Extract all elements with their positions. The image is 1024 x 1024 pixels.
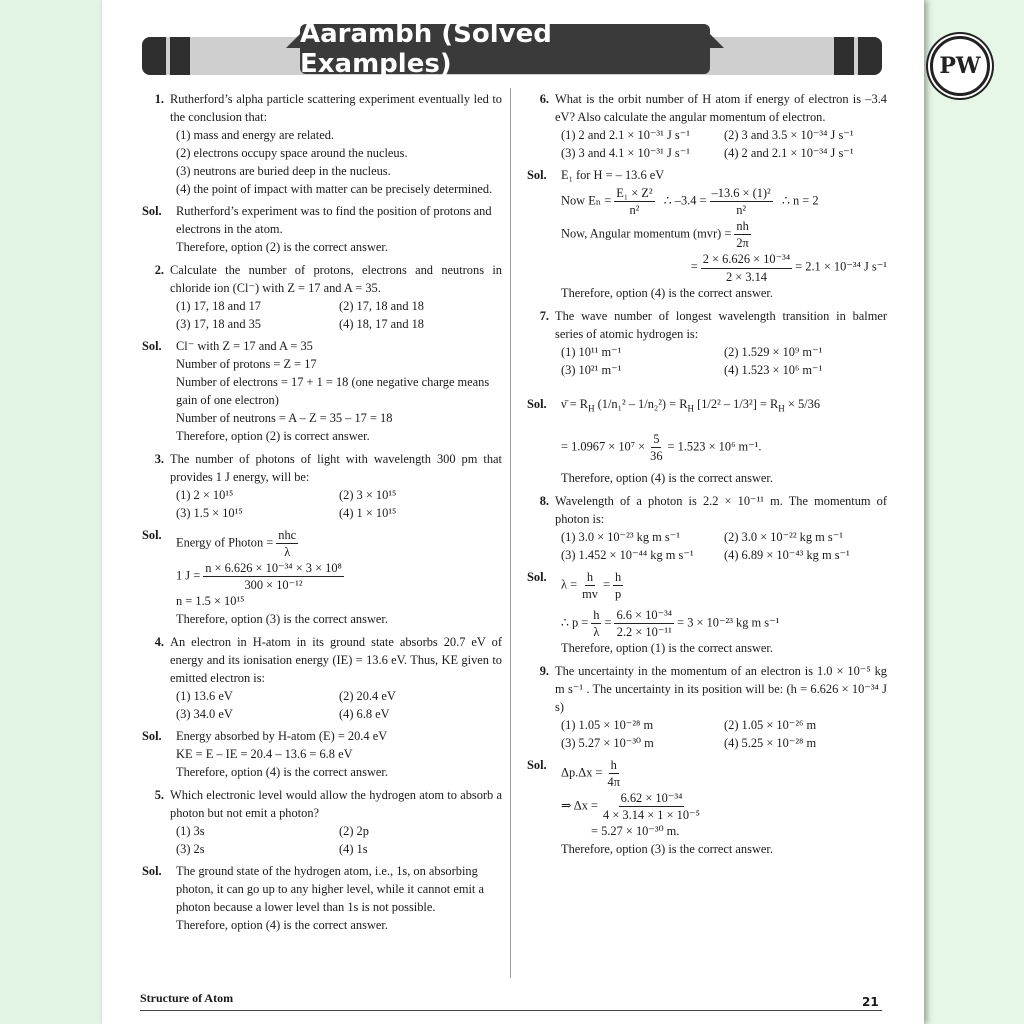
left-column — [142, 86, 502, 935]
denominator: 4π — [607, 774, 620, 789]
question-number: 8. — [539, 494, 549, 509]
option: (2) 3.0 × 10⁻²² kg m s⁻¹ — [724, 530, 843, 545]
question-text: The uncertainty in the momentum of an electron is 1.0 × 10⁻⁵ kg m s⁻¹ . The uncertainty in its position will be: (h = 6.626 × 10⁻³⁴ J s) — [555, 663, 887, 714]
equation-text: (1/n₁² – 1/n₂²) = R — [597, 396, 688, 411]
question-number: 3. — [154, 451, 164, 466]
logo-text: PW — [939, 53, 981, 79]
question-text: Wavelength of a photon is 2.2 × 10⁻¹¹ m. The momentum of photon is: — [555, 494, 887, 527]
page-title: Aarambh (Solved Examples) — [300, 19, 552, 79]
solution-5 — [142, 863, 502, 935]
solution-line: Energy absorbed by H-atom (E) = 20.4 eV — [176, 729, 388, 744]
equation-text: λ = — [561, 577, 578, 592]
solution-line: Therefore, option (2) is correct answer. — [176, 428, 370, 443]
option: (4) the point of impact with matter can be precisely determined. — [176, 181, 493, 196]
background-left — [0, 0, 102, 1024]
solution-4 — [142, 728, 502, 782]
equation-text: Now Eₙ = — [561, 193, 612, 208]
denominator: 4 × 3.14 × 1 × 10⁻⁵ — [603, 808, 700, 823]
background-right — [924, 0, 1024, 1024]
numerator: 5 — [651, 431, 661, 448]
options-grid — [561, 344, 887, 380]
options-grid — [176, 688, 502, 724]
option: (1) 3s — [176, 823, 205, 838]
header-bar-stripe-left — [170, 37, 190, 75]
solution-line — [561, 218, 887, 251]
fraction — [710, 185, 773, 218]
option: (3) 34.0 eV — [176, 707, 233, 722]
solution-line — [561, 607, 887, 640]
options-grid — [561, 127, 887, 163]
equation-text: = — [604, 615, 612, 629]
fraction — [614, 185, 654, 218]
solution-6 — [527, 167, 887, 303]
solution-line: n = 1.5 × 10¹⁵ — [176, 594, 245, 609]
denominator: 36 — [650, 449, 663, 464]
question-2 — [142, 262, 502, 298]
document-page — [102, 0, 924, 1024]
fraction — [203, 560, 344, 593]
footer-rule — [140, 1010, 882, 1011]
options-grid — [176, 298, 502, 334]
header-bar-cap-right — [858, 37, 882, 75]
denominator: λ — [284, 544, 291, 559]
solution-1 — [142, 203, 502, 257]
solution-3 — [142, 527, 502, 629]
fraction — [580, 569, 600, 602]
option: (1) 1.05 × 10⁻²⁸ m — [561, 717, 654, 732]
denominator: 300 × 10⁻¹² — [244, 578, 303, 593]
option: (3) 2s — [176, 841, 205, 856]
fraction — [701, 251, 792, 284]
numerator: nh — [734, 218, 750, 235]
numerator: h — [609, 757, 619, 774]
header-bar-cap-left — [142, 37, 166, 75]
numerator: h — [585, 569, 595, 586]
option: (4) 6.8 eV — [339, 707, 390, 722]
option: (1) mass and energy are related. — [176, 127, 335, 142]
option: (4) 6.89 × 10⁻⁴³ kg m s⁻¹ — [724, 548, 850, 563]
option: (4) 1 × 10¹⁵ — [339, 505, 397, 520]
fraction — [276, 527, 298, 560]
solution-line: Therefore, option (4) is the correct answer. — [176, 917, 388, 932]
solution-label: Sol. — [142, 338, 162, 353]
question-text: Calculate the number of protons, electrons and neutrons in chloride ion (Cl⁻) with Z = 17 and A = 35. — [170, 262, 502, 295]
footer-chapter: Structure of Atom — [140, 991, 234, 1005]
page-number: 21 — [862, 995, 879, 1009]
solution-line — [561, 431, 887, 464]
question-9 — [527, 663, 887, 717]
option: (1) 13.6 eV — [176, 689, 233, 704]
solution-line — [561, 569, 887, 602]
numerator: 6.6 × 10⁻³⁴ — [614, 607, 674, 624]
solution-line — [561, 757, 887, 790]
equation-text: ν̄ = R — [561, 396, 589, 411]
solution-line — [176, 560, 502, 593]
numerator: n × 6.626 × 10⁻³⁴ × 3 × 10⁸ — [203, 560, 344, 577]
fraction — [613, 569, 623, 602]
header-bar-stripe-right — [834, 37, 854, 75]
question-1 — [142, 91, 502, 127]
equation-text: = 2.1 × 10⁻³⁴ J s⁻¹ — [795, 259, 887, 274]
question-8 — [527, 493, 887, 529]
question-text: The number of photons of light with wavelength 300 pm that provides 1 J energy, will be: — [170, 451, 502, 484]
numerator: h — [613, 569, 623, 586]
fraction — [606, 757, 622, 790]
equation-text: Now, Angular momentum (mvr) = — [561, 226, 732, 241]
question-3 — [142, 451, 502, 487]
solution-line: Therefore, option (3) is the correct answer. — [561, 842, 773, 857]
solution-label: Sol. — [527, 570, 547, 585]
equation-text: ∴ p = — [561, 615, 589, 629]
question-number: 5. — [154, 787, 164, 802]
equation-text: = 1.0967 × 10⁷ × — [561, 439, 646, 454]
option: (3) 3 and 4.1 × 10⁻³¹ J s⁻¹ — [561, 145, 690, 160]
solution-line: Therefore, option (1) is the correct answer. — [561, 640, 773, 655]
question-number: 4. — [154, 635, 164, 650]
option: (3) neutrons are buried deep in the nucleus. — [176, 163, 391, 178]
option: (4) 1.523 × 10⁶ m⁻¹ — [724, 362, 823, 377]
question-number: 1. — [154, 92, 164, 106]
solution-9 — [527, 757, 887, 859]
options-grid — [561, 717, 887, 753]
numerator: –13.6 × (1)² — [710, 185, 773, 202]
option: (2) 17, 18 and 18 — [339, 298, 424, 313]
equation-text: [1/2² – 1/3²] = R — [697, 396, 779, 411]
option: (1) 2 and 2.1 × 10⁻³¹ J s⁻¹ — [561, 127, 690, 142]
right-column — [527, 86, 887, 859]
question-text: The wave number of longest wavelength transition in balmer series of atomic hydrogen is: — [555, 308, 887, 341]
solution-line: Rutherford’s experiment was to find the position of protons and electrons in the atom. — [176, 203, 492, 236]
numerator: h — [591, 607, 601, 624]
option: (2) 3 and 3.5 × 10⁻³⁴ J s⁻¹ — [724, 127, 854, 142]
options-grid — [561, 529, 887, 565]
solution-line: ν̄ = $R_H$ $(1/n_1^2 - 1/n_2^2) = R_H$ $[1/2^2 - 1/3^2] = R_H \times 5/36$ — [561, 396, 821, 414]
equation-text: Energy of Photon = — [176, 535, 274, 550]
solution-label: Sol. — [142, 863, 162, 878]
option: (1) 10¹¹ m⁻¹ — [561, 344, 622, 359]
equation-text: = 1.523 × 10⁶ m⁻¹. — [667, 439, 762, 454]
question-6 — [527, 91, 887, 127]
numerator: nhc — [276, 527, 298, 544]
fraction — [601, 790, 702, 823]
option: (4) 1s — [339, 841, 368, 856]
solution-line: Therefore, option (4) is the correct answer. — [176, 765, 388, 779]
denominator: 2π — [736, 236, 749, 251]
option: (1) 17, 18 and 17 — [176, 298, 261, 313]
fraction — [614, 607, 674, 640]
solution-line: Therefore, option (4) is the correct answer. — [561, 285, 773, 300]
question-number: 2. — [154, 262, 164, 277]
equation-text: = — [602, 577, 610, 592]
solution-line: Therefore, option (4) is the correct answer. — [561, 471, 773, 486]
option: (3) 1.452 × 10⁻⁴⁴ kg m s⁻¹ — [561, 548, 694, 563]
question-number: 9. — [539, 663, 549, 678]
equation-text: ⇒ Δx = — [561, 798, 599, 813]
option: (3) 1.5 × 10¹⁵ — [176, 505, 243, 520]
denominator: mv — [582, 587, 598, 602]
solution-8 — [527, 569, 887, 657]
numerator: 6.62 × 10⁻³⁴ — [619, 790, 685, 807]
fraction — [648, 431, 664, 464]
solution-label: Sol. — [527, 757, 547, 772]
question-number: 7. — [539, 308, 549, 323]
question-text: Which electronic level would allow the hydrogen atom to absorb a photon but not emit a photon? — [170, 787, 502, 820]
option: (1) 2 × 10¹⁵ — [176, 487, 234, 502]
equation-text: 1 J = — [176, 568, 201, 583]
fraction — [734, 218, 750, 251]
solution-line: = 5.27 × 10⁻³⁰ m. — [591, 824, 680, 839]
option: (2) 3 × 10¹⁵ — [339, 487, 397, 502]
question-4 — [142, 634, 502, 688]
solution-line: The ground state of the hydrogen atom, i.e., 1s, on absorbing photon, it can go up to any higher level, while it cannot emit a photon because a lower level than 1s is not possible. — [176, 863, 484, 914]
options-grid — [176, 823, 502, 859]
option: (3) 17, 18 and 35 — [176, 316, 261, 331]
question-text: An electron in H-atom in its ground state absorbs 20.7 eV of energy and its ionisation energy (IE) = 13.6 eV. Thus, KE given to emitted electron is: — [170, 635, 502, 686]
solution-line: Therefore, option (3) is the correct answer. — [176, 612, 388, 627]
question-text: Rutherford’s alpha particle scattering experiment eventually led to the conclusion that: — [170, 92, 502, 124]
solution-line: Cl⁻ with Z = 17 and A = 35 — [176, 338, 313, 353]
equation-text: = 3 × 10⁻²³ kg m s⁻¹ — [677, 615, 780, 629]
title-banner — [300, 19, 710, 79]
option: (2) 20.4 eV — [339, 689, 396, 704]
equation-text: = — [690, 259, 698, 274]
solution-label: Sol. — [527, 396, 547, 411]
option: (2) electrons occupy space around the nucleus. — [176, 145, 408, 160]
solution-label: Sol. — [142, 729, 162, 744]
solution-7 — [527, 396, 887, 489]
question-text: What is the orbit number of H atom if energy of electron is –3.4 eV? Also calculate the angular momentum of electron. — [555, 92, 887, 124]
option: (2) 1.529 × 10⁹ m⁻¹ — [724, 344, 823, 359]
solution-line: E₁ for H = – 13.6 eV — [561, 167, 665, 182]
options-grid — [176, 487, 502, 523]
equation-text: × 5/36 — [787, 396, 821, 411]
equation-text: Δp.Δx = — [561, 765, 603, 780]
equation-text: ∴ n = 2 — [781, 193, 819, 208]
column-divider — [510, 88, 511, 978]
denominator: n² — [629, 203, 640, 218]
equation-text: ∴ –3.4 = — [663, 193, 707, 208]
option: (4) 18, 17 and 18 — [339, 316, 424, 331]
solution-2 — [142, 338, 502, 446]
denominator: λ — [593, 624, 600, 639]
denominator: p — [614, 587, 622, 602]
solution-line — [561, 251, 887, 284]
solution-label: Sol. — [527, 167, 547, 182]
denominator: n² — [736, 203, 747, 218]
solution-line: Therefore, option (2) is the correct answer. — [176, 239, 388, 254]
solution-line — [561, 185, 887, 218]
denominator: 2 × 3.14 — [725, 269, 767, 284]
question-5 — [142, 787, 502, 823]
option: (2) 1.05 × 10⁻²⁶ m — [724, 717, 817, 732]
fraction — [591, 607, 601, 640]
solution-line: Number of protons = Z = 17 — [176, 356, 317, 371]
option: (2) 2p — [339, 823, 369, 838]
solution-label: Sol. — [142, 203, 162, 218]
solution-line: Number of neutrons = A – Z = 35 – 17 = 18 — [176, 410, 393, 425]
numerator: 2 × 6.626 × 10⁻³⁴ — [701, 251, 792, 268]
option: (3) 5.27 × 10⁻³⁰ m — [561, 735, 654, 750]
question-number: 6. — [539, 92, 549, 106]
denominator: 2.2 × 10⁻¹¹ — [616, 624, 672, 639]
solution-line: KE = E – IE = 20.4 – 13.6 = 6.8 eV — [176, 747, 353, 762]
pw-logo — [930, 36, 990, 96]
question-7 — [527, 308, 887, 344]
solution-line — [561, 790, 887, 823]
solution-label: Sol. — [142, 527, 162, 542]
option: (4) 5.25 × 10⁻²⁸ m — [724, 735, 817, 750]
option: (3) 10²¹ m⁻¹ — [561, 362, 622, 377]
option: (1) 3.0 × 10⁻²³ kg m s⁻¹ — [561, 530, 680, 545]
option: (4) 2 and 2.1 × 10⁻³⁴ J s⁻¹ — [724, 145, 854, 160]
solution-line: Number of electrons = 17 + 1 = 18 (one negative charge means gain of one electron) — [176, 374, 490, 407]
solution-line — [176, 527, 502, 560]
numerator: E₁ × Z² — [614, 185, 654, 202]
